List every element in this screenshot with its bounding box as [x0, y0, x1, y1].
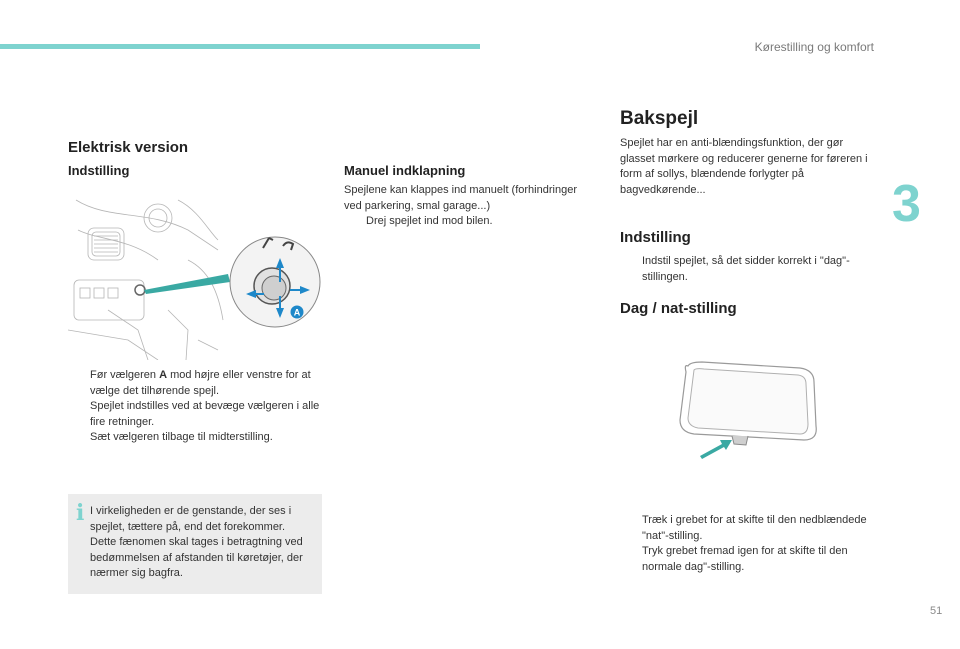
list-item: Træk i grebet for at skifte til den nedblændede "nat"-stilling.: [642, 514, 867, 542]
rearview-mirror-text: Spejlet har en anti-blændingsfunktion, der gør glasset mørkere og reducerer generne for føreren i form af sollys, blændende forlygter på bagvedkørende...: [620, 137, 868, 196]
callout-a-label: A: [293, 307, 301, 318]
section-label: Kørestilling og komfort: [754, 40, 874, 54]
mirror-adjustment-heading: Indstilling: [620, 229, 691, 246]
mirror-adjustment-list: [620, 254, 876, 285]
manual-folding-heading: Manuel indklapning: [344, 163, 466, 178]
day-night-heading: Dag / nat-stilling: [620, 300, 737, 317]
rearview-mirror-heading: Bakspejl: [620, 108, 699, 129]
manual-folding-list: [344, 214, 594, 230]
rearview-mirror-illustration: [676, 360, 821, 460]
list-item: Indstil spejlet, så det sidder korrekt i "dag"-stillingen.: [642, 255, 850, 283]
info-icon: i: [76, 500, 85, 526]
adjustment-heading: Indstilling: [68, 163, 130, 178]
day-night-list: [620, 513, 876, 575]
list-item: Drej spejlet ind mod bilen.: [366, 215, 493, 227]
manual-folding-text: Spejlene kan klappes ind manuelt (forhindringer ved parkering, smal garage...): [344, 184, 577, 212]
header-accent-bar: [0, 44, 480, 49]
electric-version-heading: Elektrisk version: [68, 139, 189, 156]
adjustment-steps-list: [68, 368, 324, 446]
list-item: Tryk grebet fremad igen for at skifte til den normale dag"-stilling.: [642, 545, 848, 573]
info-note-box: [68, 494, 322, 594]
chapter-number: 3: [892, 175, 921, 233]
info-note-text: I virkeligheden er de genstande, der ses i spejlet, tættere på, end det forekommer. Dette fænomen skal tages i betragtning ved bedømmelsen af afstanden til køretøjer, der nærmer sig bagfra.: [90, 505, 303, 579]
mirror-control-illustration: [68, 190, 324, 360]
list-item: Spejlet indstilles ved at bevæge vælgeren i alle fire retninger.: [90, 400, 320, 428]
page-number: 51: [930, 605, 943, 617]
list-item: Før vælgeren A mod højre eller venstre for at vælge det tilhørende spejl.: [90, 369, 311, 397]
list-item: Sæt vælgeren tilbage til midterstilling.: [90, 431, 273, 443]
